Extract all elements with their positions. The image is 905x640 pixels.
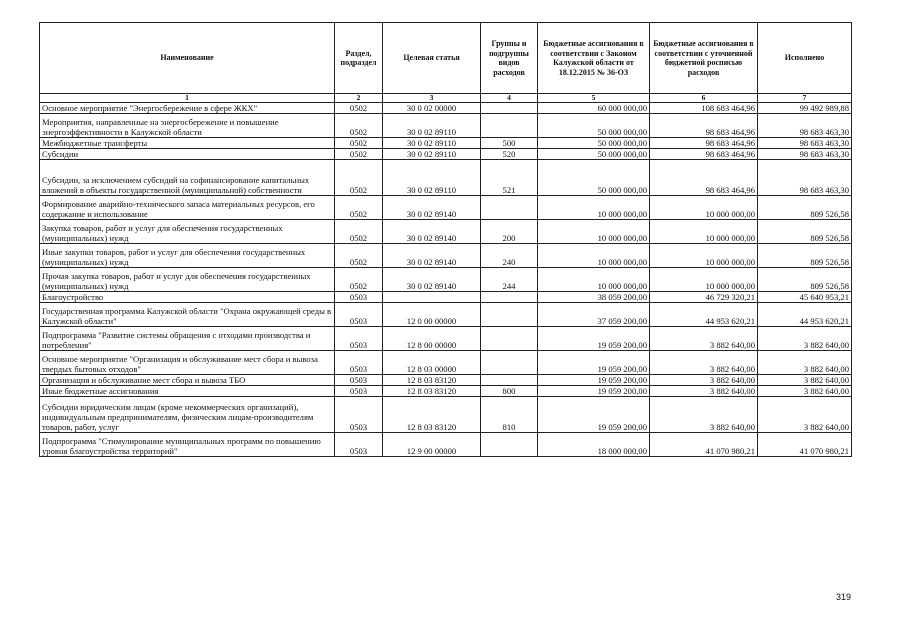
- row-executed-amount: 99 492 989,88: [758, 103, 852, 114]
- row-refined-amount: 98 683 464,96: [650, 160, 758, 196]
- table-row: [40, 351, 852, 375]
- header-section: Раздел, подраздел: [335, 23, 383, 94]
- row-article: 12 8 03 83120: [383, 386, 481, 397]
- row-executed-amount: 41 070 980,21: [758, 433, 852, 457]
- row-executed-amount: 809 526,58: [758, 220, 852, 244]
- row-refined-amount: 10 000 000,00: [650, 220, 758, 244]
- row-name: Подпрограмма "Развитие системы обращения с отходами производства и потребления": [40, 327, 335, 351]
- row-name: Субсидии юридическим лицам (кроме некоммерческих организаций), индивидуальным предпринимателям, физическим лицам-производителям товаров, работ, услуг: [40, 397, 335, 433]
- row-section: 0502: [335, 114, 383, 138]
- row-law-amount: 10 000 000,00: [538, 268, 650, 292]
- row-law-amount: 19 059 200,00: [538, 351, 650, 375]
- row-refined-amount: 3 882 640,00: [650, 397, 758, 433]
- row-refined-amount: 108 683 464,96: [650, 103, 758, 114]
- table-row: [40, 244, 852, 268]
- row-group: [481, 292, 538, 303]
- row-refined-amount: 10 000 000,00: [650, 268, 758, 292]
- row-executed-amount: 98 683 463,30: [758, 138, 852, 149]
- row-name: Государственная программа Калужской области "Охрана окружающей среды в Калужской области": [40, 303, 335, 327]
- table-row: [40, 375, 852, 386]
- row-group: [481, 433, 538, 457]
- header-row: [40, 23, 852, 94]
- row-name: Иные бюджетные ассигнования: [40, 386, 335, 397]
- table-row: [40, 103, 852, 114]
- row-law-amount: 60 000 000,00: [538, 103, 650, 114]
- row-law-amount: 19 059 200,00: [538, 327, 650, 351]
- header-refined: Бюджетные ассигнования в соответствии с уточненной бюджетной росписью расходов: [650, 23, 758, 94]
- row-group: [481, 375, 538, 386]
- table-row: [40, 433, 852, 457]
- row-section: 0502: [335, 160, 383, 196]
- table-row: [40, 160, 852, 196]
- row-name: Подпрограмма "Стимулирование муниципальных программ по повышению уровня благоустройства территорий": [40, 433, 335, 457]
- row-section: 0503: [335, 375, 383, 386]
- col-number: 2: [335, 94, 383, 103]
- row-group: [481, 114, 538, 138]
- row-law-amount: 19 059 200,00: [538, 375, 650, 386]
- row-executed-amount: 809 526,58: [758, 268, 852, 292]
- row-refined-amount: 44 953 620,21: [650, 303, 758, 327]
- row-group: 240: [481, 244, 538, 268]
- table-row: [40, 386, 852, 397]
- budget-table: [39, 22, 852, 457]
- row-name: Прочая закупка товаров, работ и услуг для обеспечения государственных (муниципальных) нужд: [40, 268, 335, 292]
- table-row: [40, 114, 852, 138]
- row-executed-amount: 809 526,58: [758, 196, 852, 220]
- table-row: [40, 292, 852, 303]
- row-refined-amount: 3 882 640,00: [650, 375, 758, 386]
- row-article: [383, 292, 481, 303]
- row-refined-amount: 46 729 320,21: [650, 292, 758, 303]
- row-name: Субсидии, за исключением субсидий на софинансирование капитальных вложений в объекты государственной (муниципальной) собственности: [40, 160, 335, 196]
- row-article: 30 0 02 89110: [383, 138, 481, 149]
- row-section: 0502: [335, 196, 383, 220]
- row-article: 30 0 02 00000: [383, 103, 481, 114]
- row-law-amount: 38 059 200,00: [538, 292, 650, 303]
- row-refined-amount: 98 683 464,96: [650, 114, 758, 138]
- row-section: 0502: [335, 244, 383, 268]
- row-article: 30 0 02 89140: [383, 268, 481, 292]
- row-group: 521: [481, 160, 538, 196]
- row-name: Субсидии: [40, 149, 335, 160]
- row-article: 12 8 03 83120: [383, 397, 481, 433]
- row-section: 0503: [335, 433, 383, 457]
- row-executed-amount: 98 683 463,30: [758, 160, 852, 196]
- row-section: 0502: [335, 103, 383, 114]
- row-refined-amount: 3 882 640,00: [650, 327, 758, 351]
- row-name: Основное мероприятие "Организация и обслуживание мест сбора и вывоза твердых бытовых отходов": [40, 351, 335, 375]
- row-group: 520: [481, 149, 538, 160]
- row-name: Благоустройство: [40, 292, 335, 303]
- row-article: 30 0 02 89110: [383, 149, 481, 160]
- row-refined-amount: 3 882 640,00: [650, 386, 758, 397]
- col-number: 4: [481, 94, 538, 103]
- row-article: 30 0 02 89110: [383, 160, 481, 196]
- row-executed-amount: 3 882 640,00: [758, 397, 852, 433]
- row-law-amount: 50 000 000,00: [538, 160, 650, 196]
- row-law-amount: 10 000 000,00: [538, 220, 650, 244]
- col-number: 5: [538, 94, 650, 103]
- col-number: 7: [758, 94, 852, 103]
- row-group: 810: [481, 397, 538, 433]
- col-number: 3: [383, 94, 481, 103]
- row-law-amount: 50 000 000,00: [538, 138, 650, 149]
- header-name: Наименование: [40, 23, 335, 94]
- col-number: 1: [40, 94, 335, 103]
- row-section: 0503: [335, 303, 383, 327]
- row-law-amount: 10 000 000,00: [538, 244, 650, 268]
- row-group: 800: [481, 386, 538, 397]
- table-row: [40, 268, 852, 292]
- table-row: [40, 327, 852, 351]
- row-article: 12 8 00 00000: [383, 327, 481, 351]
- row-refined-amount: 41 070 980,21: [650, 433, 758, 457]
- row-refined-amount: 98 683 464,96: [650, 149, 758, 160]
- row-executed-amount: 3 882 640,00: [758, 375, 852, 386]
- row-name: Основное мероприятие "Энергосбережение в сфере ЖКХ": [40, 103, 335, 114]
- row-executed-amount: 45 640 953,21: [758, 292, 852, 303]
- row-name: Иные закупки товаров, работ и услуг для обеспечения государственных (муниципальных) нужд: [40, 244, 335, 268]
- row-article: 12 8 03 00000: [383, 351, 481, 375]
- table-row: [40, 397, 852, 433]
- row-section: 0503: [335, 397, 383, 433]
- row-section: 0503: [335, 327, 383, 351]
- row-executed-amount: 98 683 463,30: [758, 114, 852, 138]
- row-section: 0503: [335, 292, 383, 303]
- row-group: 200: [481, 220, 538, 244]
- row-law-amount: 50 000 000,00: [538, 114, 650, 138]
- row-group: [481, 103, 538, 114]
- row-law-amount: 10 000 000,00: [538, 196, 650, 220]
- row-refined-amount: 98 683 464,96: [650, 138, 758, 149]
- row-executed-amount: 44 953 620,21: [758, 303, 852, 327]
- row-name: Межбюджетные трансферты: [40, 138, 335, 149]
- row-article: 30 0 02 89140: [383, 196, 481, 220]
- row-section: 0502: [335, 268, 383, 292]
- row-group: 244: [481, 268, 538, 292]
- header-executed: Исполнено: [758, 23, 852, 94]
- row-executed-amount: 3 882 640,00: [758, 386, 852, 397]
- row-article: 30 0 02 89140: [383, 220, 481, 244]
- row-executed-amount: 3 882 640,00: [758, 351, 852, 375]
- row-article: 12 9 00 00000: [383, 433, 481, 457]
- row-refined-amount: 10 000 000,00: [650, 244, 758, 268]
- row-group: [481, 303, 538, 327]
- row-group: 500: [481, 138, 538, 149]
- row-section: 0502: [335, 138, 383, 149]
- row-article: 12 0 00 00000: [383, 303, 481, 327]
- row-section: 0502: [335, 220, 383, 244]
- row-section: 0503: [335, 386, 383, 397]
- header-law: Бюджетные ассигнования в соответствии с Законом Калужской области от 18.12.2015 № 36-ОЗ: [538, 23, 650, 94]
- table-body: [40, 103, 852, 457]
- row-name: Закупка товаров, работ и услуг для обеспечения государственных (муниципальных) нужд: [40, 220, 335, 244]
- row-group: [481, 196, 538, 220]
- row-law-amount: 19 059 200,00: [538, 386, 650, 397]
- row-article: 12 8 03 83120: [383, 375, 481, 386]
- row-name: Мероприятия, направленные на энергосбережение и повышение энергоэффективности в Калужской области: [40, 114, 335, 138]
- table-row: [40, 303, 852, 327]
- page-number: 319: [836, 592, 852, 602]
- row-refined-amount: 3 882 640,00: [650, 351, 758, 375]
- row-refined-amount: 10 000 000,00: [650, 196, 758, 220]
- row-law-amount: 19 059 200,00: [538, 397, 650, 433]
- row-executed-amount: 3 882 640,00: [758, 327, 852, 351]
- table-row: [40, 149, 852, 160]
- header-groups: Группы и подгруппы видов расходов: [481, 23, 538, 94]
- row-executed-amount: 98 683 463,30: [758, 149, 852, 160]
- row-section: 0503: [335, 351, 383, 375]
- header-article: Целевая статья: [383, 23, 481, 94]
- row-executed-amount: 809 526,58: [758, 244, 852, 268]
- row-article: 30 0 02 89110: [383, 114, 481, 138]
- row-section: 0502: [335, 149, 383, 160]
- table-row: [40, 138, 852, 149]
- row-law-amount: 37 059 200,00: [538, 303, 650, 327]
- table-row: [40, 220, 852, 244]
- row-law-amount: 50 000 000,00: [538, 149, 650, 160]
- row-name: Формирование аварийно-технического запаса материальных ресурсов, его содержание и использование: [40, 196, 335, 220]
- col-number: 6: [650, 94, 758, 103]
- row-name: Организация и обслуживание мест сбора и вывоза ТБО: [40, 375, 335, 386]
- row-group: [481, 327, 538, 351]
- row-group: [481, 351, 538, 375]
- column-number-row: [40, 94, 852, 103]
- row-law-amount: 18 000 000,00: [538, 433, 650, 457]
- table-row: [40, 196, 852, 220]
- row-article: 30 0 02 89140: [383, 244, 481, 268]
